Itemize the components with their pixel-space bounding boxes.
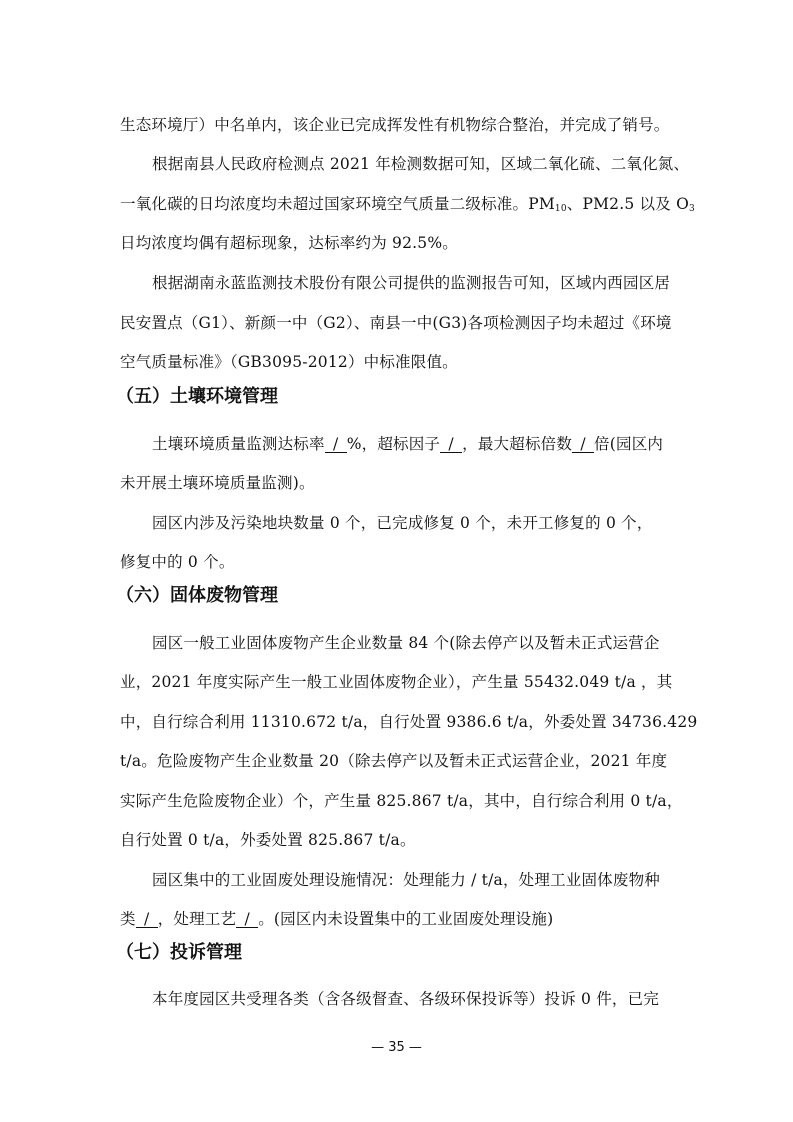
page-number: — 35 — [371,1040,422,1055]
paragraph-line: 本年度园区共受理各类（含各级督查、各级环保投诉等）投诉 0 件，已完 [152,990,660,1008]
paragraph-line [120,194,695,219]
paragraph-line [120,909,675,929]
text-run: 一氧化碳的日均浓度均未超过国家环境空气质量二级标准。PM [120,195,555,213]
section-heading: （五）土壤环境管理 [116,386,278,407]
text-run: 类 [120,910,136,928]
paragraph-line: 园区集中的工业固废处理设施情况：处理能力 / t/a，处理工业固体废物种 [152,871,660,889]
text-run: %，超标因子 [346,435,441,453]
fill-blank: / [440,436,462,453]
paragraph-line: 修复中的 0 个。 [120,553,235,571]
paragraph-line [152,434,675,454]
section-heading: （七）投诉管理 [116,942,242,963]
text-run: 。(园区内未设置集中的工业固废处理设施) [258,910,554,928]
paragraph-line: 日均浓度均偶有超标现象，达标率约为 92.5%。 [120,234,458,252]
text-run: ，最大超标倍数 [462,435,573,453]
section-heading: （六）固体废物管理 [116,585,278,606]
paragraph-line: 生态环境厅）中名单内，该企业已完成挥发性有机物综合整治，并完成了销号。 [120,116,670,134]
fill-blank: / [572,436,594,453]
paragraph-line: 空气质量标准》（GB3095-2012）中标准限值。 [120,353,458,371]
fill-blank: / [236,911,258,928]
subscript: 10 [554,204,567,214]
paragraph-line: 根据湖南永蓝监测技术股份有限公司提供的监测报告可知，区域内西园区居 [152,274,671,292]
paragraph-line: t/a。危险废物产生企业数量 20（除去停产以及暂未正式运营企业，2021 年度 [120,752,668,770]
subscript: 3 [688,204,695,214]
paragraph-line: 自行处置 0 t/a，外委处置 825.867 t/a。 [120,831,416,849]
text-run: 倍(园区内 [594,435,664,453]
fill-blank: / [136,911,158,928]
text-run: 、PM2.5 以及 O [566,195,689,213]
fill-blank: / [325,436,347,453]
paragraph-line: 园区一般工业固体废物产生企业数量 84 个(除去停产以及暂未正式运营企 [152,634,660,652]
paragraph-line: 实际产生危险废物企业）个，产生量 825.867 t/a，其中，自行综合利用 0 t/a， [120,792,683,810]
paragraph-line: 业，2021 年度实际产生一般工业固体废物企业），产生量 55432.049 t/a ，其 [120,673,673,691]
paragraph-line: 未开展土壤环境质量监测)。 [120,474,315,492]
paragraph-line: 民安置点（G1）、新颜一中（G2）、南县一中(G3)各项检测因子均未超过《环境 [120,314,672,332]
paragraph-line: 中，自行综合利用 11310.672 t/a，自行处置 9386.6 t/a，外委处置 34736.429 [120,713,698,731]
text-run: 土壤环境质量监测达标率 [152,435,325,453]
paragraph-line: 园区内涉及污染地块数量 0 个，已完成修复 0 个，未开工修复的 0 个， [152,514,653,532]
text-run: ，处理工艺 [157,910,237,928]
paragraph-line: 根据南县人民政府检测点 2021 年检测数据可知，区域二氧化硫、二氧化氮、 [152,155,690,173]
